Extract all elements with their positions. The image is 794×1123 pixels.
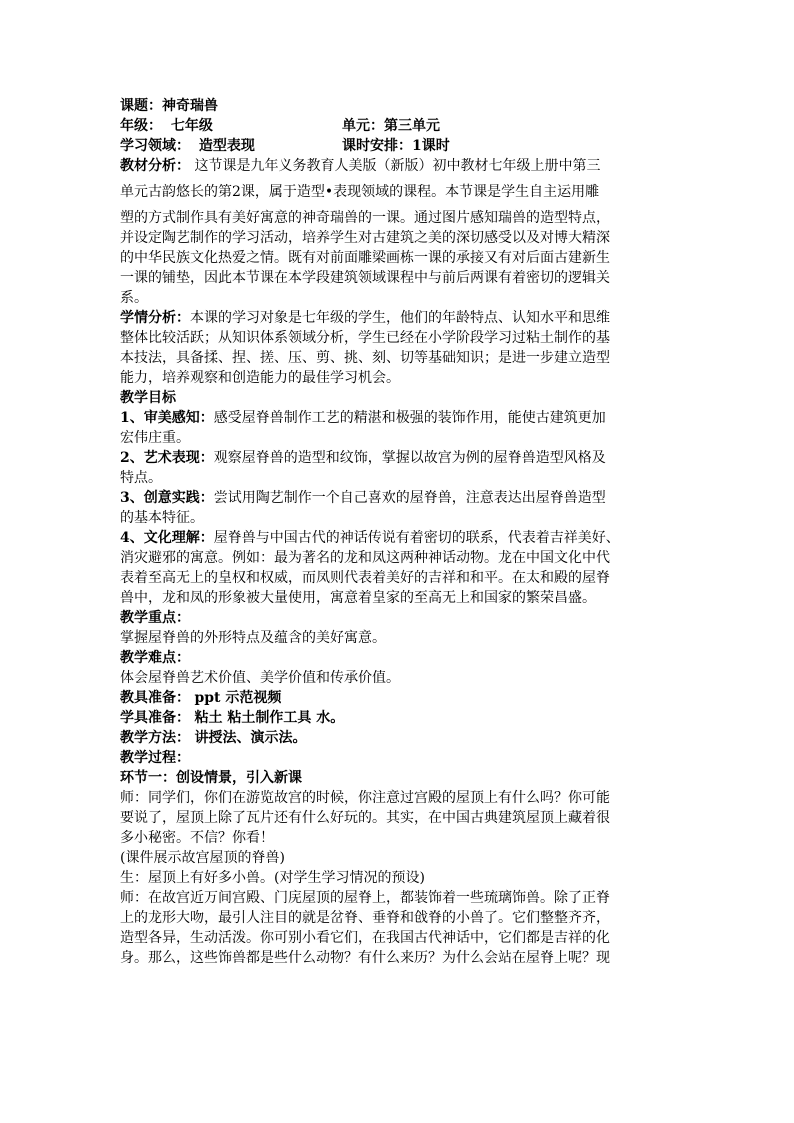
analysis-label: 教材分析： <box>120 158 190 174</box>
objective-label: 2、艺术表现： <box>120 450 214 466</box>
domain-label: 学习领域： <box>120 138 190 154</box>
learner-line: 整体比较活跃；从知识体系领域分析，学生已经在小学阶段学习过粘土制作的基 <box>120 330 610 346</box>
learner-first-line <box>120 308 680 328</box>
process-line: 造型各异，生动活泼。你可别小看它们，在我国古代神话中，它们都是吉祥的化 <box>120 930 610 946</box>
analysis-line: 塑的方式制作具有美好寓意的神奇瑞兽的一课。通过图片感知瑞兽的造型特点， <box>120 210 610 226</box>
analysis-line: 一课的铺垫，因此本节课在本学段建筑领域课程中与前后两课有着密切的逻辑关 <box>120 270 610 286</box>
objective-item <box>120 488 680 508</box>
process-line: 师：同学们，你们在游览故宫的时候，你注意过宫殿的屋顶上有什么吗？你可能 <box>120 790 610 806</box>
analysis-text: 这节课是九年义务教育人美版（新版）初中教材七年级上册中第三 <box>194 158 601 174</box>
student-tools-label: 学具准备： <box>120 710 190 726</box>
learner-line: 能力，培养观察和创造能力的最佳学习机会。 <box>120 370 400 386</box>
process-line: 上的龙形大吻，最引人注目的就是岔脊、垂脊和戗脊的小兽了。它们整整齐齐， <box>120 910 610 926</box>
learner-text: 本课的学习对象是七年级的学生，他们的年龄特点、认知水平和思维 <box>190 310 610 326</box>
student-tools-text: 粘土 粘土制作工具 水。 <box>194 710 345 726</box>
student-tools-row <box>120 708 680 728</box>
unit-label: 单元： <box>342 118 384 134</box>
teacher-tools-text: ppt 示范视频 <box>194 690 282 706</box>
objective-line: 特点。 <box>120 470 162 486</box>
objective-line: 表着至高无上的皇权和权威，而凤则代表着美好的吉祥和和平。在太和殿的屋脊 <box>120 570 610 586</box>
objective-text: 屋脊兽与中国古代的神话传说有着密切的联系，代表着吉祥美好、 <box>213 530 620 546</box>
hours-label: 课时安排： <box>342 138 412 154</box>
objective-line: 消灾避邪的寓意。例如：最为著名的龙和凤这两种神话动物。龙在中国文化中代 <box>120 550 610 566</box>
analysis-line: 的中华民族文化热爱之情。既有对前面雕梁画栋一课的承接又有对后面古建新生 <box>120 250 610 266</box>
analysis-line: 系。 <box>120 290 148 306</box>
teacher-tools-label: 教具准备： <box>120 690 190 706</box>
methods-text: 讲授法、演示法。 <box>194 730 307 746</box>
teacher-tools-row <box>120 688 680 708</box>
process-step-title: 环节一：创设情景，引入新课 <box>120 770 302 786</box>
difficulty-label: 教学难点： <box>120 650 190 666</box>
objective-label: 1、审美感知： <box>120 410 214 426</box>
analysis-line: 单元古韵悠长的第2课，属于造型•表现领域的课程。本节课是学生自主运用雕 <box>120 184 600 200</box>
key-point-label: 教学重点： <box>120 610 190 626</box>
process-line: 要说了，屋顶上除了瓦片还有什么好玩的。其实，在中国古典建筑屋顶上藏着很 <box>120 810 610 826</box>
lesson-title-row <box>120 96 680 116</box>
process-line: 师：在故宫近万间宫殿、门庑屋顶的屋脊上，都装饰着一些琉璃饰兽。除了正脊 <box>120 890 610 906</box>
objective-line: 宏伟庄重。 <box>120 430 190 446</box>
process-line: 身。那么，这些饰兽都是些什么动物？有什么来历？为什么会站在屋脊上呢？现 <box>120 950 610 966</box>
hours-value: 1课时 <box>412 138 450 154</box>
objectives-heading: 教学目标 <box>120 390 176 406</box>
lesson-plan-body <box>120 96 680 968</box>
objective-line: 的基本特征。 <box>120 510 204 526</box>
objective-label: 3、创意实践： <box>120 490 214 506</box>
learner-line: 本技法，具备揉、捏、搓、压、剪、挑、刻、切等基础知识；是进一步建立造型 <box>120 350 610 366</box>
analysis-first-line <box>120 156 680 176</box>
unit-value: 第三单元 <box>384 118 440 134</box>
domain-value: 造型表现 <box>198 138 255 154</box>
objective-text: 观察屋脊兽的造型和纹饰，掌握以故宫为例的屋脊兽造型风格及 <box>213 450 606 466</box>
methods-row <box>120 728 680 748</box>
key-point-text: 掌握屋脊兽的外形特点及蕴含的美好寓意。 <box>120 630 386 646</box>
grade-value: 七年级 <box>170 118 213 134</box>
lesson-title-label: 课题： <box>120 98 162 114</box>
analysis-line: 并设定陶艺制作的学习活动，培养学生对古建筑之美的深切感受以及对博大精深 <box>120 230 610 246</box>
learner-label: 学情分析： <box>120 310 190 326</box>
process-line: 生：屋顶上有好多小兽。(对学生学习情况的预设) <box>120 870 425 886</box>
grade-unit-row <box>120 116 680 136</box>
methods-label: 教学方法： <box>120 730 190 746</box>
objective-item <box>120 408 680 428</box>
lesson-title: 神奇瑞兽 <box>162 98 218 114</box>
objective-text: 感受屋脊兽制作工艺的精湛和极强的装饰作用，能使古建筑更加 <box>213 410 606 426</box>
objective-item <box>120 528 680 548</box>
grade-label: 年级： <box>120 118 162 134</box>
process-label: 教学过程： <box>120 750 190 766</box>
objective-text: 尝试用陶艺制作一个自己喜欢的屋脊兽，注意表达出屋脊兽造型 <box>213 490 606 506</box>
difficulty-text: 体会屋脊兽艺术价值、美学价值和传承价值。 <box>120 670 400 686</box>
objective-line: 兽中，龙和凤的形象被大量使用，寓意着皇家的至高无上和国家的繁荣昌盛。 <box>120 590 596 606</box>
process-line: (课件展示故宫屋顶的脊兽) <box>120 850 285 866</box>
process-line: 多小秘密。不信？你看！ <box>120 830 274 846</box>
objective-label: 4、文化理解： <box>120 530 214 546</box>
domain-hours-row <box>120 136 680 156</box>
objective-item <box>120 448 680 468</box>
